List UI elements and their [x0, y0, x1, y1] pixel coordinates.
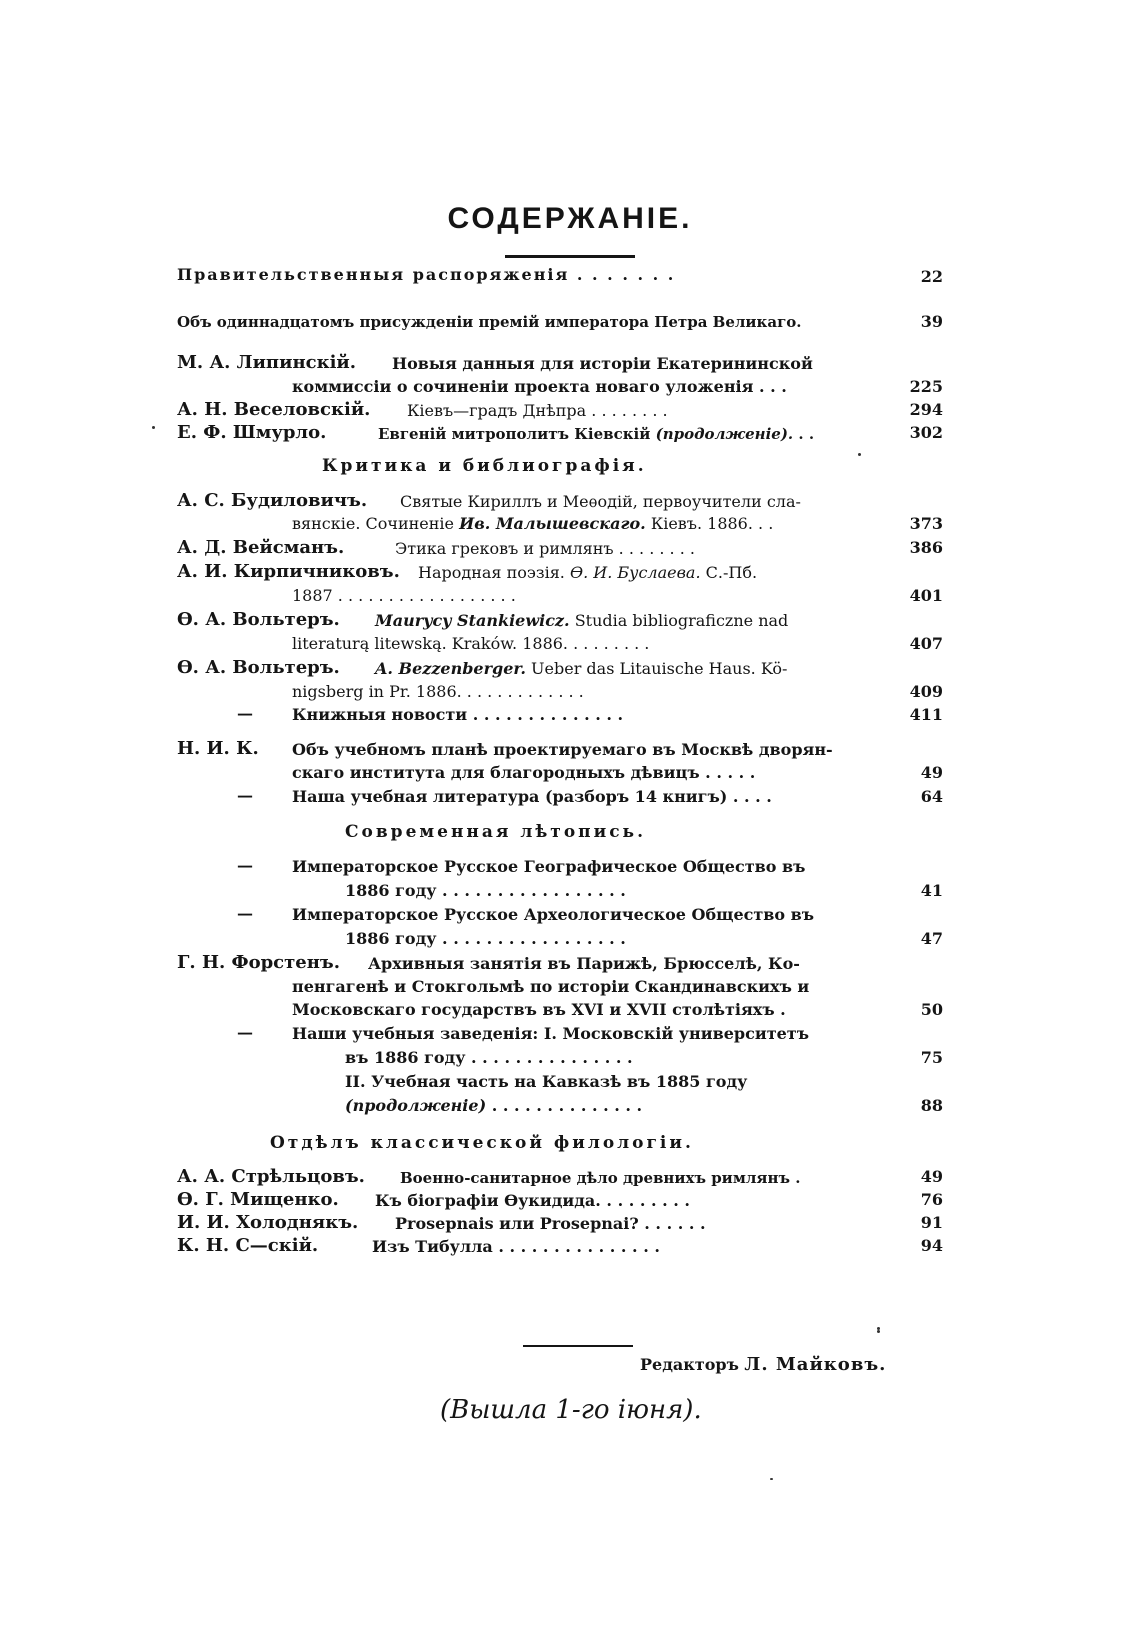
entry-author: М. А. Липинскій. — [177, 352, 357, 373]
entry-title: 1886 году . . . . . . . . . . . . . . . . . — [345, 881, 626, 900]
dash: — — [237, 704, 253, 723]
dash: — — [237, 904, 253, 923]
page-number: 386 — [909, 538, 943, 557]
page-number: 47 — [920, 929, 943, 948]
entry-title — [375, 610, 788, 632]
entry-title: Объ учебномъ планѣ проектируемаго въ Москвѣ дворян- — [292, 740, 833, 759]
page-number: 407 — [909, 634, 943, 653]
page-number: 41 — [920, 881, 943, 900]
section-chronicle: Современная лѣтопись. — [345, 822, 647, 842]
page-number: 75 — [920, 1048, 943, 1067]
title-rule — [505, 255, 635, 258]
entry-title: Святые Кириллъ и Меѳодій, первоучители сла- — [400, 492, 801, 511]
entry-title — [375, 658, 787, 680]
entry-title: въ 1886 году . . . . . . . . . . . . . . . — [345, 1048, 633, 1067]
entry-note: (продолженіе). — [655, 425, 794, 443]
entry-title: коммиссіи о сочиненіи проекта новаго уложенія . . . — [292, 377, 787, 396]
entry-title: Къ біографіи Ѳукидида. . . . . . . . . — [375, 1191, 690, 1210]
page-number: 49 — [920, 763, 943, 782]
entry-title: Наши учебныя заведенія: I. Московскій университетъ — [292, 1024, 809, 1043]
entry-author: Ѳ. А. Вольтеръ. — [177, 657, 340, 678]
entry-title — [345, 1095, 642, 1117]
entry-title: Архивныя занятія въ Парижѣ, Брюсселѣ, Ко- — [368, 954, 800, 973]
entry-title-text: Евгеній митрополитъ Кіевскій — [378, 425, 651, 443]
editor-signature — [640, 1354, 886, 1375]
entry-title: nigsberg in Pr. 1886. . . . . . . . . . . . . — [292, 682, 584, 701]
entry-title: Военно-санитарное дѣло древнихъ римлянъ . — [400, 1169, 801, 1187]
handwritten-note: (Вышла 1-го іюня). — [440, 1395, 702, 1425]
entry-title-text: Ueber das Litauische Haus. Kö- — [531, 659, 788, 678]
entry-author: Н. И. К. — [177, 738, 259, 759]
entry-title: Изъ Тибулла . . . . . . . . . . . . . . . — [372, 1237, 660, 1256]
section-classical: Отдѣлъ классической филологіи. — [270, 1133, 694, 1153]
entry-title — [378, 423, 814, 445]
entry-author-ref: A. Bezzenberger. — [375, 659, 526, 678]
entry-author: А. А. Стрѣльцовъ. — [177, 1166, 365, 1187]
entry-gov-orders: Правительственныя распоряженія . . . . . . . — [177, 265, 676, 284]
page-number: 94 — [920, 1236, 943, 1255]
entry-author: Ѳ. Г. Мищенко. — [177, 1189, 339, 1210]
section-criticism: Критика и библиографія. — [322, 456, 647, 476]
page-number: 373 — [909, 514, 943, 533]
entry-title: Этика грековъ и римлянъ . . . . . . . . — [395, 539, 695, 558]
entry-author: Г. Н. Форстенъ. — [177, 952, 340, 973]
editor-label: Редакторъ — [640, 1355, 739, 1374]
entry-title: 1887 . . . . . . . . . . . . . . . . . . — [292, 586, 516, 605]
entry-title: Московскаго государствъ въ XVI и XVII столѣтіяхъ . — [292, 1000, 786, 1019]
editor-name: Л. Майковъ. — [744, 1354, 887, 1375]
entry-title — [292, 513, 773, 535]
page-number: 302 — [909, 423, 943, 442]
entry-title: пенгагенѣ и Стокгольмѣ по исторіи Скандинавскихъ и — [292, 977, 810, 996]
entry-title-text: Studia bibliograficzne nad — [574, 611, 789, 630]
page-number: 39 — [920, 312, 943, 331]
entry-title: Кіевъ—градъ Днѣпра . . . . . . . . — [407, 401, 668, 420]
page-number: 225 — [909, 377, 943, 396]
entry-author-ref: Maurycy Stankiewicz. — [375, 611, 570, 630]
entry-title: Prosepnais или Prosepnai? . . . . . . — [395, 1214, 706, 1233]
page-number: 401 — [909, 586, 943, 605]
page-number: 76 — [920, 1190, 943, 1209]
print-speck — [152, 426, 155, 429]
entry-imprint: Кіевъ. 1886. . . — [650, 514, 774, 533]
entry-author: И. И. Холоднякъ. — [177, 1212, 359, 1233]
entry-author-ref: Ѳ. И. Буслаева. — [569, 563, 701, 582]
entry-prize: Объ одиннадцатомъ присужденіи премій императора Петра Великаго. — [177, 313, 802, 331]
entry-author: А. И. Кирпичниковъ. — [177, 561, 400, 582]
entry-title: Новыя данныя для исторіи Екатерининской — [392, 354, 813, 373]
entry-title: II. Учебная часть на Кавказѣ въ 1885 году — [345, 1072, 748, 1091]
entry-title: Императорское Русское Географическое Общество въ — [292, 857, 806, 876]
entry-author: Е. Ф. Шмурло. — [177, 422, 327, 443]
entry-title — [418, 562, 757, 584]
entry-title-text: вянскіе. Сочиненіе — [292, 514, 454, 533]
page-number: 88 — [920, 1096, 943, 1115]
entry-author: А. С. Будиловичъ. — [177, 490, 368, 511]
dash: — — [237, 786, 253, 805]
entry-title: скаго института для благородныхъ дѣвицъ . . . . . — [292, 763, 756, 782]
dash: — — [237, 1023, 253, 1042]
entry-title-text: Народная поэзія. — [418, 563, 565, 582]
entry-author: А. Н. Веселовскій. — [177, 399, 371, 420]
entry-title: Наша учебная литература (разборъ 14 книгъ) . . . . — [292, 787, 772, 806]
page-title: СОДЕРЖАНІЕ. — [447, 202, 693, 235]
page-number: 64 — [920, 787, 943, 806]
entry-author: К. Н. С—скій. — [177, 1235, 319, 1256]
entry-title: Императорское Русское Археологическое Общество въ — [292, 905, 815, 924]
entry-imprint: С.-Пб. — [705, 563, 758, 582]
page-number: 22 — [920, 267, 943, 286]
leader-dots: . . . . . . . . . . . . . . — [491, 1096, 643, 1115]
print-speck — [858, 453, 861, 456]
page-number: 49 — [920, 1167, 943, 1186]
page-number: 411 — [909, 705, 943, 724]
entry-author: Ѳ. А. Вольтеръ. — [177, 609, 340, 630]
print-speck — [770, 1478, 773, 1480]
page-number: 50 — [920, 1000, 943, 1019]
page-number: 409 — [909, 682, 943, 701]
dash: — — [237, 856, 253, 875]
entry-title: Книжныя новости . . . . . . . . . . . . . . — [292, 705, 624, 724]
entry-author-ref: Ив. Малышевскаго. — [459, 514, 646, 533]
print-speck — [877, 1330, 880, 1333]
page-number: 294 — [909, 400, 943, 419]
entry-note: (продолженіе) — [345, 1096, 487, 1115]
signature-rule — [523, 1345, 633, 1347]
leader-dots: . . — [798, 425, 815, 443]
page-number: 91 — [920, 1213, 943, 1232]
entry-title: literaturą litewską. Kraków. 1886. . . . . . . . . — [292, 634, 650, 653]
entry-title: 1886 году . . . . . . . . . . . . . . . . . — [345, 929, 626, 948]
entry-author: А. Д. Вейсманъ. — [177, 537, 345, 558]
